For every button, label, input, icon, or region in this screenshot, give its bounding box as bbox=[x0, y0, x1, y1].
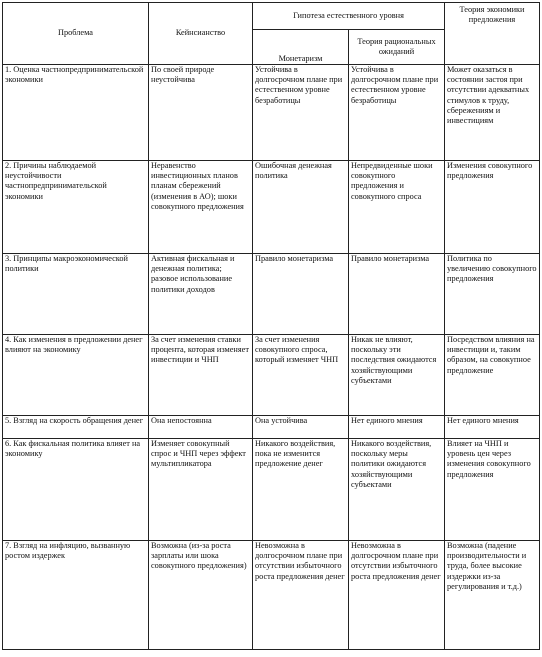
cell-supply-side: Возможна (падение производительности и труда, более высокие издержки из-за регулирования и т.д.) bbox=[445, 541, 540, 650]
cell-rational-expectations: Правило монетаризма bbox=[349, 254, 445, 335]
cell-problem: 1. Оценка частнопредпринимательской экономики bbox=[3, 65, 149, 161]
header-monetarism: Монетаризм bbox=[253, 30, 349, 65]
cell-rational-expectations: Устойчива в долгосрочном плане при естественном уровне безработицы bbox=[349, 65, 445, 161]
cell-rational-expectations: Никак не влияют, поскольку эти последствия ожидаются хозяйствующими субъектами bbox=[349, 335, 445, 416]
cell-monetarism: Ошибочная денежная политика bbox=[253, 161, 349, 254]
cell-keynesianism: Активная фискальная и денежная политика; разовое использование политики доходов bbox=[149, 254, 253, 335]
cell-problem: 7. Взгляд на инфляцию, вызванную ростом издержек bbox=[3, 541, 149, 650]
comparison-table bbox=[2, 2, 540, 650]
cell-monetarism: Невозможна в долгосрочном плане при отсутствии избыточного роста предложения денег bbox=[253, 541, 349, 650]
cell-rational-expectations: Никакого воздействия, поскольку меры политики ожидаются хозяйствующими субъектами bbox=[349, 439, 445, 541]
table-row bbox=[3, 161, 540, 254]
cell-keynesianism: Неравенство инвестиционных планов планам сбережений (изменения в АО); шоки совокупного предложения bbox=[149, 161, 253, 254]
table-row bbox=[3, 254, 540, 335]
cell-rational-expectations: Нет единого мнения bbox=[349, 416, 445, 439]
cell-supply-side: Влияет на ЧНП и уровень цен через изменения совокупного предложения bbox=[445, 439, 540, 541]
cell-rational-expectations: Непредвиденные шоки совокупного предложения и совокупного спроса bbox=[349, 161, 445, 254]
cell-supply-side: Изменения совокупного предложения bbox=[445, 161, 540, 254]
table-row bbox=[3, 335, 540, 416]
table-body bbox=[3, 65, 540, 650]
header-natural-rate-hypothesis: Гипотеза естественного уровня bbox=[253, 3, 445, 30]
cell-keynesianism: Она непостоянна bbox=[149, 416, 253, 439]
cell-keynesianism: Изменяет совокупный спрос и ЧНП через эффект мультипликатора bbox=[149, 439, 253, 541]
cell-problem: 5. Взгляд на скорость обращения денег bbox=[3, 416, 149, 439]
table-row bbox=[3, 541, 540, 650]
cell-monetarism: Никакого воздействия, пока не изменится предложение денег bbox=[253, 439, 349, 541]
cell-supply-side: Политика по увеличению совокупного предложения bbox=[445, 254, 540, 335]
cell-problem: 4. Как изменения в предложении денег влияют на экономику bbox=[3, 335, 149, 416]
cell-problem: 3. Принципы макроэкономической политики bbox=[3, 254, 149, 335]
cell-keynesianism: За счет изменения ставки процента, которая изменяет инвестиции и ЧНП bbox=[149, 335, 253, 416]
header-row-top bbox=[3, 3, 540, 30]
table-row bbox=[3, 416, 540, 439]
table-row bbox=[3, 65, 540, 161]
cell-rational-expectations: Невозможна в долгосрочном плане при отсутствии избыточного роста предложения денег bbox=[349, 541, 445, 650]
cell-problem: 6. Как фискальная политика влияет на экономику bbox=[3, 439, 149, 541]
cell-monetarism: Правило монетаризма bbox=[253, 254, 349, 335]
cell-problem: 2. Причины наблюдаемой неустойчивости частнопредпринимательской экономики bbox=[3, 161, 149, 254]
cell-keynesianism: По своей природе неустойчива bbox=[149, 65, 253, 161]
header-rational-expectations: Теория рациональных ожиданий bbox=[349, 30, 445, 65]
cell-monetarism: Устойчива в долгосрочном плане при естественном уровне безработицы bbox=[253, 65, 349, 161]
cell-monetarism: За счет изменения совокупного спроса, который изменяет ЧНП bbox=[253, 335, 349, 416]
header-problem: Проблема bbox=[3, 3, 149, 65]
table-row bbox=[3, 439, 540, 541]
cell-supply-side: Может оказаться в состоянии застоя при отсутствии адекватных стимулов к труду, сбережениям и инвестициям bbox=[445, 65, 540, 161]
cell-supply-side: Нет единого мнения bbox=[445, 416, 540, 439]
header-keynesianism: Кейнсианство bbox=[149, 3, 253, 65]
cell-supply-side: Посредством влияния на инвестиции и, таким образом, на совокупное предложение bbox=[445, 335, 540, 416]
cell-keynesianism: Возможна (из-за роста зарплаты или шока совокупного предложения) bbox=[149, 541, 253, 650]
header-supply-side: Теория экономики предложения bbox=[445, 3, 540, 65]
cell-monetarism: Она устойчива bbox=[253, 416, 349, 439]
